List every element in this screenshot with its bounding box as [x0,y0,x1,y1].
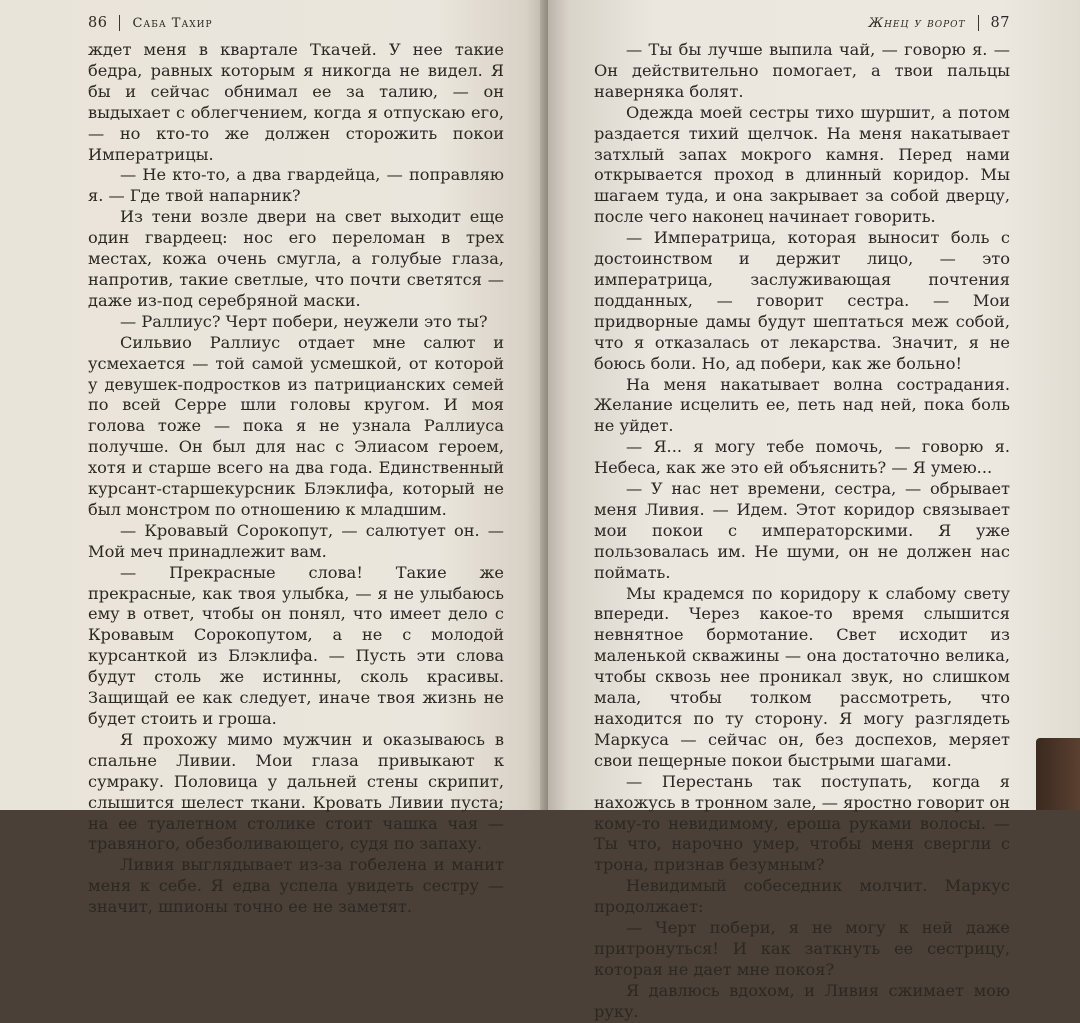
paragraph: — Не кто-то, а два гвардейца, — поправляю я. — Где твой напарник? [88,165,504,206]
left-page-header [88,6,504,40]
paragraph: — Раллиус? Черт побери, неужели это ты? [120,311,488,331]
paragraph: ждет меня в квартале Ткачей. У нее такие бедра, равных которым я никогда не видел. Я бы и сейчас обнимал ее за талию, — он выдыхает с облегчением, когда я отпускаю его, — но кто-то же должен сторожить покои Императрицы. [88,40,504,164]
paragraph: Невидимый собеседник молчит. Маркус продолжает: [594,876,1010,917]
right-page-text [594,40,1010,1023]
paragraph: — Прекрасные слова! Такие же прекрасные, как твоя улыбка, — я не улыбаюсь ему в ответ, чтобы он понял, что имеет дело с Кровавым Сорокопутом, а не с молодой курсанткой из Блэклифа. — Пусть эти слова будут столь же истинны, сколь красивы. Защищай ее как следует, иначе твоя жизнь не будет стоить и гроша. [88,562,504,728]
paragraph: — Перестань так поступать, когда я нахожусь в тронном зале, — яростно говорит он кому-то невидимому, ероша руками волосы. — Ты что, нарочно умер, чтобы меня свергли с трона, признав безумным? [594,771,1010,875]
left-page [0,0,548,917]
right-page-number: 87 [990,15,1010,31]
paragraph: Одежда моей сестры тихо шуршит, а потом раздается тихий щелчок. На меня накатывает затхлый запах мокрого камня. Перед нами открывается проход в длинный коридор. Мы шагаем туда, и она закрывает за собой дверцу, после чего наконец начинает говорить. [594,102,1010,227]
paragraph: — Императрица, которая выносит боль с достоинством и держит лицо, — это императрица, заслуживающая почтения подданных, — говорит сестра. — Мои придворные дамы будут шептаться меж собой, что я отказалась от лекарства. Значит, я не боюсь боли. Но, ад побери, как же больно! [594,228,1010,373]
left-page-number: 86 [88,15,108,31]
paragraph: — Я... я могу тебе помочь, — говорю я. Небеса, как же это ей объяснить? — Я умею... [594,437,1010,478]
paragraph: — Кровавый Сорокопут, — салютует он. — Мой меч принадлежит вам. [88,520,504,561]
left-page-text [88,40,504,918]
paragraph: Я прохожу мимо мужчин и оказываюсь в спальне Ливии. Мои глаза привыкают к сумраку. Половица у дальней стены скрипит, слышится шелест ткани. Кровать Ливии пуста; на ее туалетном столике стоит чашка чая — травяного, обезболивающего, судя по запаху. [88,729,504,854]
bookmark-tab [1036,738,1080,810]
header-divider [119,15,120,31]
right-running-head: Жнец у ворот [868,15,966,31]
right-page-header [594,6,1010,40]
paragraph: — Ты бы лучше выпила чай, — говорю я. — Он действительно помогает, а твои пальцы наверняка болят. [594,40,1010,101]
paragraph: На меня накатывает волна сострадания. Желание исцелить ее, петь над ней, пока боль не уйдет. [594,374,1010,436]
paragraph: Из тени возле двери на свет выходит еще один гвардеец: нос его переломан в трех местах, кожа очень смугла, а голубые глаза, напротив, такие светлые, что почти светятся — даже из-под серебряной маски. [88,207,504,310]
paragraph: Сильвио Раллиус отдает мне салют и усмехается — той самой усмешкой, от которой у девушек-подростков из патрицианских семей по всей Серре шли головы кругом. И моя голова тоже — пока я не узнала Раллиуса получше. Он был для нас с Элиасом героем, хотя и старше всего на два года. Единственный курсант-старшекурсник Блэклифа, который не был монстром по отношению к младшим. [88,332,504,519]
paragraph: Ливия выглядывает из-за гобелена и манит меня к себе. Я едва успела увидеть сестру — значит, шпионы точно ее не заметят. [88,855,504,917]
paragraph: — У нас нет времени, сестра, — обрывает меня Ливия. — Идем. Этот коридор связывает мои покои с императорскими. Я уже пользовалась им. Не шуми, он не должен нас поймать. [594,479,1010,582]
right-page [548,0,1080,1021]
left-running-head: Саба Тахир [132,15,213,31]
header-divider [978,15,979,31]
paragraph: Я давлюсь вдохом, и Ливия сжимает мою руку. [594,980,1010,1021]
paragraph: Мы крадемся по коридору к слабому свету впереди. Через какое-то время слышится невнятное бормотание. Свет исходит из маленькой скважины — она достаточно велика, чтобы сквозь нее проникал звук, но слишком мала, чтобы толком рассмотреть, что находится по ту сторону. Я могу разглядеть Маркуса — сейчас он, без доспехов, меряет свои пещерные покои быстрыми шагами. [594,583,1010,770]
paragraph: — Черт побери, я не могу к ней даже притронуться! И как заткнуть ее сестрицу, которая не дает мне покоя? [594,918,1010,979]
